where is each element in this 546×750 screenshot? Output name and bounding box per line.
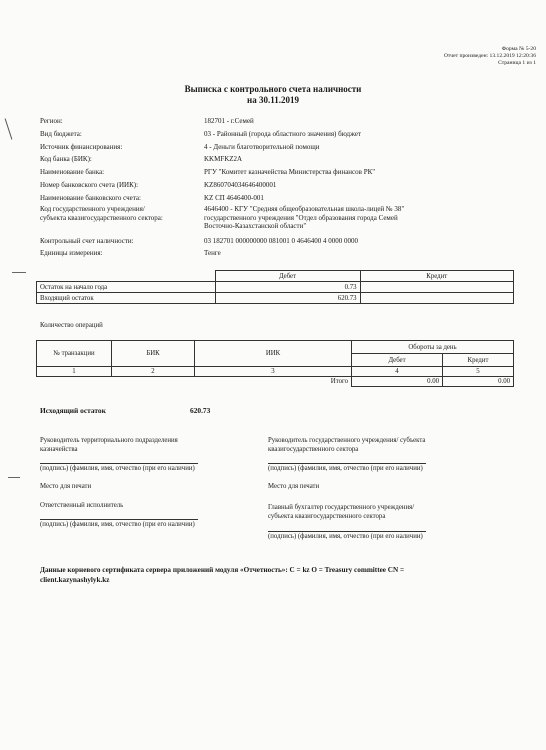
signature-line <box>268 463 426 464</box>
debit-value: 620.73 <box>215 293 360 304</box>
info-value: 03 182701 000000000 081001 0 4646400 4 0000 0000 <box>204 237 358 245</box>
institution-value-line-3: Восточно-Казахстанской области" <box>204 222 307 231</box>
info-label: Единицы измерения: <box>40 249 103 257</box>
page-counter: Страница 1 из 1 <box>498 60 536 67</box>
stamp-place-right: Место для печати <box>268 483 320 490</box>
table-row <box>37 293 514 304</box>
stamp-place-left: Место для печати <box>40 483 92 490</box>
pen-mark-dash <box>8 477 20 478</box>
total-credit: 0.00 <box>443 377 514 387</box>
outgoing-label: Исходящий остаток <box>40 406 106 415</box>
info-label: Номер банковского счета (ИИК): <box>40 181 139 189</box>
table-row <box>37 282 514 293</box>
col-transaction: № транзакции <box>37 341 112 367</box>
info-label: Контрольный счет наличности: <box>40 237 134 245</box>
info-label: Регион: <box>40 117 63 125</box>
signature-caption: (подпись) (фамилия, имя, отчество (при его наличии) <box>268 533 423 540</box>
info-value: 03 - Районный (города областного значения) бюджет <box>204 130 362 138</box>
info-label: Источник финансирования: <box>40 143 123 151</box>
certificate-line-1: Данные корневого сертификата сервера приложений модуля «Отчетность»: C = kz O = Treasury committee CN = <box>40 566 405 574</box>
col-iik: ИИК <box>195 341 352 367</box>
column-number: 3 <box>195 367 352 377</box>
document-title <box>0 84 546 106</box>
signature-line <box>40 519 198 520</box>
balance-table <box>36 270 514 304</box>
debit-value: 0.73 <box>215 282 360 293</box>
info-value: Тенге <box>204 249 221 257</box>
report-meta <box>444 46 536 68</box>
outgoing-balance <box>40 406 211 415</box>
signature-left-head-line-1: Руководитель территориального подразделения <box>40 437 178 444</box>
info-label: Вид бюджета: <box>40 130 82 138</box>
signature-caption: (подпись) (фамилия, имя, отчество (при его наличии) <box>40 521 195 528</box>
column-number: 2 <box>112 367 195 377</box>
col-bik: БИК <box>112 341 195 367</box>
institution-value-line-1: 4646400 - КГУ "Средняя общеобразовательная школа-лицей № 38" <box>204 205 405 213</box>
signature-right-head-line-2: квазигосударственного сектора <box>268 446 359 453</box>
col-credit: Кредит <box>443 354 514 367</box>
info-value: РГУ "Комитет казначейства Министерства финансов РК" <box>204 168 376 176</box>
col-turnover: Обороты за день <box>352 341 514 354</box>
certificate-info <box>40 566 510 585</box>
signature-left-head <box>40 436 178 454</box>
info-label: Наименование банка: <box>40 168 105 176</box>
signature-line <box>268 531 426 532</box>
institution-value-line-2: государственного учреждения "Отдел образования города Семей <box>204 213 398 222</box>
chief-accountant-line-2: субъекта квазигосударственного сектора <box>268 513 386 520</box>
info-value: KZ СП 4646400-001 <box>204 194 264 202</box>
signature-right-head-line-1: Руководитель государственного учреждения/ субъекта <box>268 437 426 444</box>
col-debit: Дебет <box>352 354 443 367</box>
row-label: Остаток на начало года <box>37 282 216 293</box>
certificate-line-2: client.kazynashylyk.kz <box>40 575 110 584</box>
title-date: на 30.11.2019 <box>247 95 299 105</box>
info-value: 4 - Деньги благотворительной помощи <box>204 143 320 151</box>
signature-caption: (подпись) (фамилия, имя, отчество (при его наличии) <box>40 465 195 472</box>
generated-timestamp: Отчет произведен: 13.12.2019 12:20:36 <box>443 53 536 60</box>
credit-value <box>360 293 514 304</box>
responsible-executor: Ответственный исполнитель <box>40 502 124 509</box>
institution-label-line-1: Код государственного учреждения/ <box>40 205 145 213</box>
info-value: KZ860704034646400001 <box>204 181 277 189</box>
signature-caption: (подпись) (фамилия, имя, отчество (при его наличии) <box>268 465 423 472</box>
info-label: Код банка (БИК): <box>40 155 92 163</box>
pen-mark <box>5 118 13 139</box>
credit-value <box>360 282 514 293</box>
column-number-row <box>37 367 514 377</box>
info-value: 182701 - г.Семей <box>204 117 254 125</box>
info-label: Наименование банковского счета: <box>40 194 141 202</box>
form-number: Форма № 5-20 <box>501 46 536 52</box>
operations-count-label: Количество операций <box>40 322 103 329</box>
institution-label <box>40 205 200 223</box>
info-value: KKMFKZ2A <box>204 155 243 163</box>
debit-header: Дебет <box>215 271 360 282</box>
column-number: 4 <box>352 367 443 377</box>
column-number: 5 <box>443 367 514 377</box>
chief-accountant-line-1: Главный бухгалтер государственного учреждения/ <box>268 504 415 511</box>
signature-right-head <box>268 436 425 454</box>
signature-line <box>40 463 198 464</box>
operations-table <box>36 340 514 387</box>
total-row <box>37 377 514 387</box>
chief-accountant <box>268 503 414 521</box>
pen-mark-dash <box>12 272 26 273</box>
signature-left-head-line-2: казначейства <box>40 446 78 453</box>
title-line-1: Выписка с контрольного счета наличности <box>184 84 362 94</box>
institution-value <box>204 205 474 231</box>
row-label: Входящий остаток <box>37 293 216 304</box>
institution-label-line-2: субъекта квазигосударственного сектора: <box>40 214 163 222</box>
outgoing-value: 620.73 <box>190 406 211 415</box>
total-debit: 0.00 <box>352 377 443 387</box>
credit-header: Кредит <box>360 271 514 282</box>
column-number: 1 <box>37 367 112 377</box>
total-label: Итого <box>330 378 348 386</box>
